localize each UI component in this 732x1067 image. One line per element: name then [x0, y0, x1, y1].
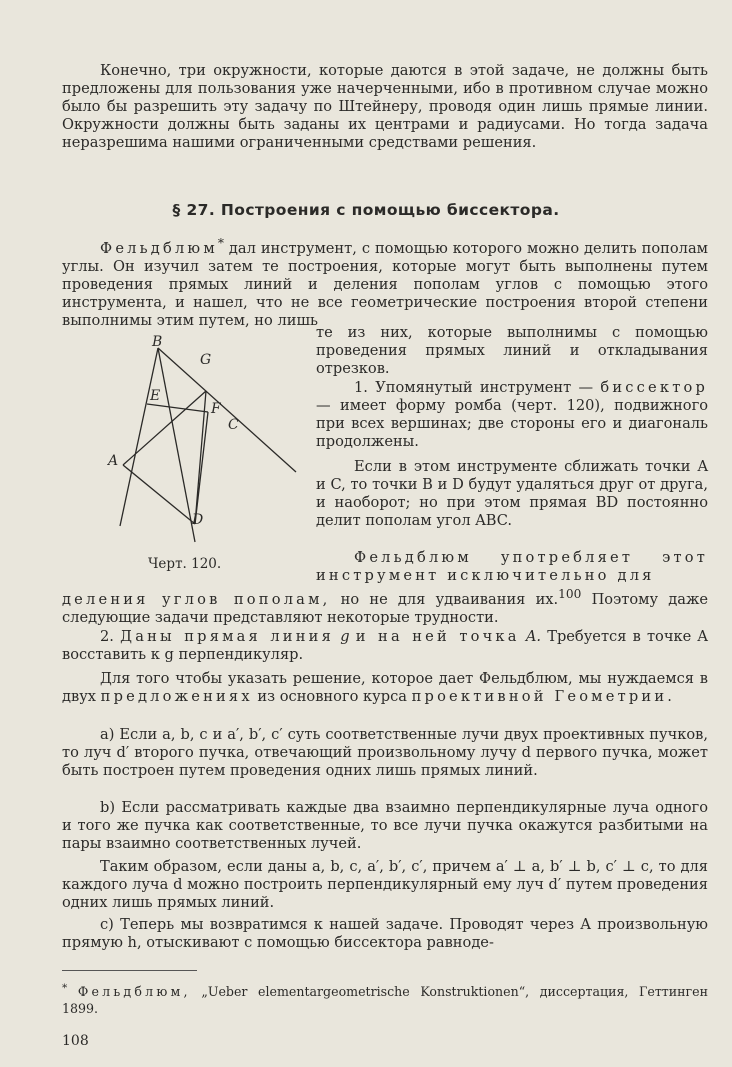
footnote-marker: * [62, 982, 68, 994]
paragraph-lead: 1. Упомянутый инструмент — [354, 379, 594, 396]
paragraph-text: a) Если a, b, c и a′, b′, c′ суть соответственные лучи двух проективных пучков, то луч d′ второго пучка, отвечающий произвольному лучу d первого пучка, может быть построен путем проведения одних лишь прямых линий. [62, 726, 708, 780]
label-c: C [228, 417, 239, 433]
footnote-marker: * [217, 236, 224, 250]
paragraph-a [62, 726, 708, 780]
intro-paragraph [62, 62, 708, 152]
term-bissector: биссектор [600, 379, 709, 396]
page-number: 108 [62, 1033, 89, 1049]
intro-text: Конечно, три окружности, которые даются в этой задаче, не должны быть предложены для пользования уже начерченными, ибо в противном случае можно было бы разрешить эту задачу по Штейнеру, проводя один лишь прямые линии. Окружности должны быть заданы их центрами и радиусами. Но тогда задача неразрешима нашими ограниченными средствами решения. [62, 62, 708, 152]
spaced-phrase: предложениях [100, 688, 253, 706]
author-name: Фельдблюм [100, 239, 218, 257]
paragraph-usage-start [316, 549, 708, 585]
label-a: A [108, 453, 119, 469]
symbol-g: g [340, 628, 350, 645]
paragraph-usage [62, 585, 708, 627]
spaced-phrase: Даны прямая линия [120, 628, 334, 645]
paragraph-text: Если в этом инструменте сближать точки A и C, то точки B и D будут удаляться друг от друга, и наоборот; но при этом прямая BD постоянно делит пополам угол ABC. [316, 458, 708, 530]
spaced-phrase: деления углов пополам, [62, 590, 331, 608]
symbol-a: A. [525, 628, 542, 645]
label-d: D [192, 512, 204, 528]
paragraph-text: Требуется в точке A восставить к g перпендикуляр. [62, 628, 708, 664]
paragraph-text: Поэтому даже следующие задачи представляют некоторые трудности. [62, 590, 709, 626]
paragraph-b [62, 799, 708, 853]
paragraph-text: Фельдблюм употребляет этот инструмент исключительно для [316, 549, 708, 585]
paragraph-text: Для того чтобы указать решение, которое дает Фельдблюм, мы нуждаемся в двух [62, 670, 708, 706]
problem-number: 2. [100, 628, 114, 645]
paragraph-therefore [62, 858, 708, 912]
footnote [62, 980, 708, 1017]
rod-fd [195, 412, 208, 524]
paragraph-text: но не для удваивания их. [340, 590, 559, 608]
paragraph-text: b) Если рассматривать каждые два взаимно перпендикулярные луча одного и того же пучка как соответственные, то все лучи пучка окажутся разбитыми на пары взаимно соответственных лучей. [62, 799, 708, 853]
paragraph-problem-2 [62, 628, 708, 664]
figure-caption: Черт. 120. [148, 556, 222, 572]
figure-120 [92, 334, 302, 559]
rod-ef [147, 404, 208, 412]
paragraph-feldblum [62, 234, 708, 330]
label-e: E [150, 388, 161, 404]
reference-number: 100 [558, 587, 582, 601]
paragraph-text: — имеет форму ромба (черт. 120), подвижного при всех вершинах; две стороны его и диагональ продолжены. [316, 397, 708, 451]
paragraph-text: из основного курса [257, 688, 407, 706]
paragraph-text: те из них, которые выполнимы с помощью проведения прямых линий и откладывания отрезков. [316, 324, 708, 378]
paragraph-c [62, 916, 708, 952]
paragraph-solution [62, 670, 708, 706]
section-heading: § 27. Построения с помощью биссектора. [172, 201, 560, 219]
paragraph-text: дал инструмент, с помощью которого можно делить пополам углы. Он изучил затем те построения, которые могут быть выполнены путем проведения прямых линий и деления пополам углов с помощью этого инструмента, и нашел, что не все геометрические построения второй степени выполнимы этим путем, но лишь [62, 239, 708, 330]
label-g: G [200, 352, 212, 368]
footnote-author: Фельдблюм, [77, 984, 191, 1000]
paragraph-instrument [316, 379, 708, 451]
label-f: F [211, 401, 221, 417]
label-b: B [152, 334, 163, 350]
paragraph-text: Таким образом, если даны a, b, c, a′, b′, c′, причем a′ ⊥ a, b′ ⊥ b, c′ ⊥ c, то для каждого луча d можно построить перпендикулярный ему луч d′ путем проведения одних лишь прямых линий. [62, 858, 708, 912]
paragraph-text: c) Теперь мы возвратимся к нашей задаче. Проводят через A произвольную прямую h, отыскивают с помощью биссектора равноде- [62, 916, 708, 952]
paragraph-continuation [316, 324, 708, 378]
spaced-phrase: и на ней точка [355, 628, 520, 645]
side-ad [123, 465, 195, 524]
spaced-phrase: проективной Геометрии. [411, 688, 676, 706]
footnote-divider [62, 970, 197, 971]
footnote-text: „Ueber elementargeometrische Konstruktionen“, диссертация, Геттинген 1899. [62, 984, 708, 1017]
side-ag [123, 391, 206, 465]
paragraph-points [316, 458, 708, 530]
arm-ba [120, 348, 161, 526]
